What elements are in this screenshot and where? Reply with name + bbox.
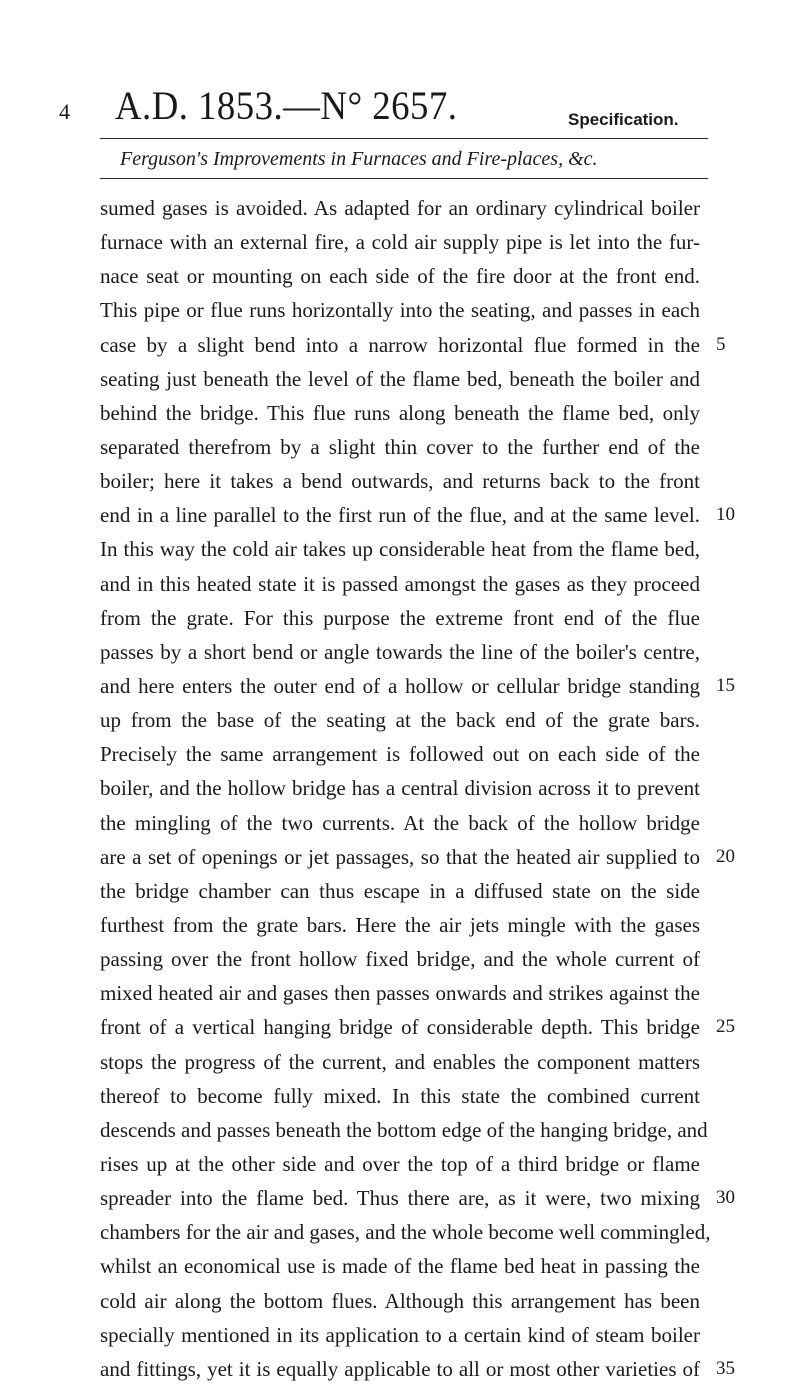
header-rule-top: [100, 138, 708, 139]
line-text: specially mentioned in its application to a certain kind of steam boiler: [100, 1322, 700, 1347]
specification-label: Specification.: [568, 110, 679, 129]
line-text: spreader into the flame bed. Thus there are, as it were, two mixing: [100, 1186, 700, 1211]
line-text: nace seat or mounting on each side of the fire door at the front end.: [100, 264, 700, 289]
text-line: [100, 635, 720, 669]
text-line: [100, 1045, 720, 1079]
text-line: [100, 1318, 720, 1352]
text-line: [100, 1352, 735, 1386]
line-text: seating just beneath the level of the flame bed, beneath the boiler and: [100, 366, 700, 391]
line-text: and fittings, yet it is equally applicable to all or most other varieties of: [100, 1356, 700, 1381]
line-text: the mingling of the two currents. At the back of the hollow bridge: [100, 810, 700, 835]
line-number: 10: [716, 504, 735, 526]
line-text: sumed gases is avoided. As adapted for an ordinary cylindrical boiler: [100, 196, 700, 220]
line-text: This pipe or flue runs horizontally into the seating, and passes in each: [100, 298, 700, 323]
text-line: [100, 464, 720, 498]
line-text: up from the base of the seating at the back end of the grate bars.: [100, 708, 700, 733]
line-text: front of a vertical hanging bridge of considerable depth. This bridge: [100, 1015, 700, 1040]
text-line: [100, 976, 720, 1010]
line-number: 5: [716, 333, 726, 355]
line-text: from the grate. For this purpose the extreme front end of the flue: [100, 605, 700, 630]
text-line: [100, 840, 735, 874]
text-line: [100, 498, 735, 532]
text-line: [100, 293, 720, 327]
line-number: 30: [716, 1187, 735, 1209]
text-line: [100, 942, 720, 976]
line-number: 25: [716, 1016, 735, 1038]
line-text: passes by a short bend or angle towards the line of the boiler's centre,: [100, 639, 700, 664]
text-line: [100, 737, 720, 771]
line-text: rises up at the other side and over the top of a third bridge or flame: [100, 1151, 700, 1176]
text-line: [100, 1113, 720, 1147]
line-text: mixed heated air and gases then passes onwards and strikes against the: [100, 981, 700, 1006]
line-text: whilst an economical use is made of the flame bed heat in passing the: [100, 1254, 700, 1279]
line-text: the bridge chamber can thus escape in a diffused state on the side: [100, 878, 700, 903]
line-text: boiler, and the hollow bridge has a central division across it to prevent: [100, 776, 700, 801]
header-rule-bottom: [100, 178, 708, 179]
text-line: [100, 362, 720, 396]
text-line: [100, 601, 720, 635]
text-line: [100, 1079, 720, 1113]
line-text: behind the bridge. This flue runs along beneath the flame bed, only: [100, 400, 700, 425]
line-number: 35: [716, 1357, 735, 1379]
text-line: [100, 225, 720, 259]
body-text: [100, 191, 735, 1386]
text-line: [100, 806, 720, 840]
line-text: In this way the cold air takes up considerable heat from the flame bed,: [100, 537, 700, 562]
line-number: 15: [716, 674, 735, 696]
text-line: [100, 1249, 720, 1283]
line-text: boiler; here it takes a bend outwards, and returns back to the front: [100, 469, 700, 494]
text-line: [100, 703, 720, 737]
line-text: passing over the front hollow fixed bridge, and the whole current of: [100, 947, 700, 972]
line-text: furthest from the grate bars. Here the air jets mingle with the gases: [100, 912, 700, 937]
line-text: end in a line parallel to the first run of the flue, and at the same level.: [100, 503, 700, 528]
text-line: [100, 430, 720, 464]
text-line: [100, 259, 720, 293]
text-line: [100, 567, 720, 601]
line-text: thereof to become fully mixed. In this state the combined current: [100, 1083, 700, 1108]
text-line: [100, 908, 720, 942]
line-text: case by a slight bend into a narrow horizontal flue formed in the: [100, 332, 700, 357]
line-text: furnace with an external fire, a cold air supply pipe is let into the fur-: [100, 230, 700, 255]
line-number: 20: [716, 845, 735, 867]
line-text: stops the progress of the current, and enables the component matters: [100, 1049, 700, 1074]
text-line: [100, 1181, 735, 1215]
line-text: Precisely the same arrangement is followed out on each side of the: [100, 742, 700, 767]
text-line: [100, 396, 720, 430]
text-line: [100, 1215, 720, 1249]
text-line: [100, 1010, 735, 1044]
text-line: [100, 874, 720, 908]
line-text: descends and passes beneath the bottom edge of the hanging bridge, and: [100, 1117, 708, 1142]
text-line: [100, 669, 735, 703]
line-text: chambers for the air and gases, and the whole become well commingled,: [100, 1220, 711, 1245]
page-number: 4: [59, 99, 70, 124]
line-text: cold air along the bottom flues. Although this arrangement has been: [100, 1288, 700, 1313]
document-title: A.D. 1853.—N° 2657.: [115, 83, 458, 128]
line-text: separated therefrom by a slight thin cover to the further end of the: [100, 434, 700, 459]
text-line: [100, 191, 720, 225]
text-line: [100, 532, 720, 566]
line-text: and here enters the outer end of a hollow or cellular bridge standing: [100, 673, 700, 698]
line-text: and in this heated state it is passed amongst the gases as they proceed: [100, 571, 700, 596]
text-line: [100, 1147, 720, 1181]
text-line: [100, 771, 720, 805]
text-line: [100, 1284, 720, 1318]
line-text: are a set of openings or jet passages, so that the heated air supplied to: [100, 844, 700, 869]
text-line: [100, 328, 726, 362]
running-head: Ferguson's Improvements in Furnaces and Fire-places, &c.: [120, 148, 598, 170]
